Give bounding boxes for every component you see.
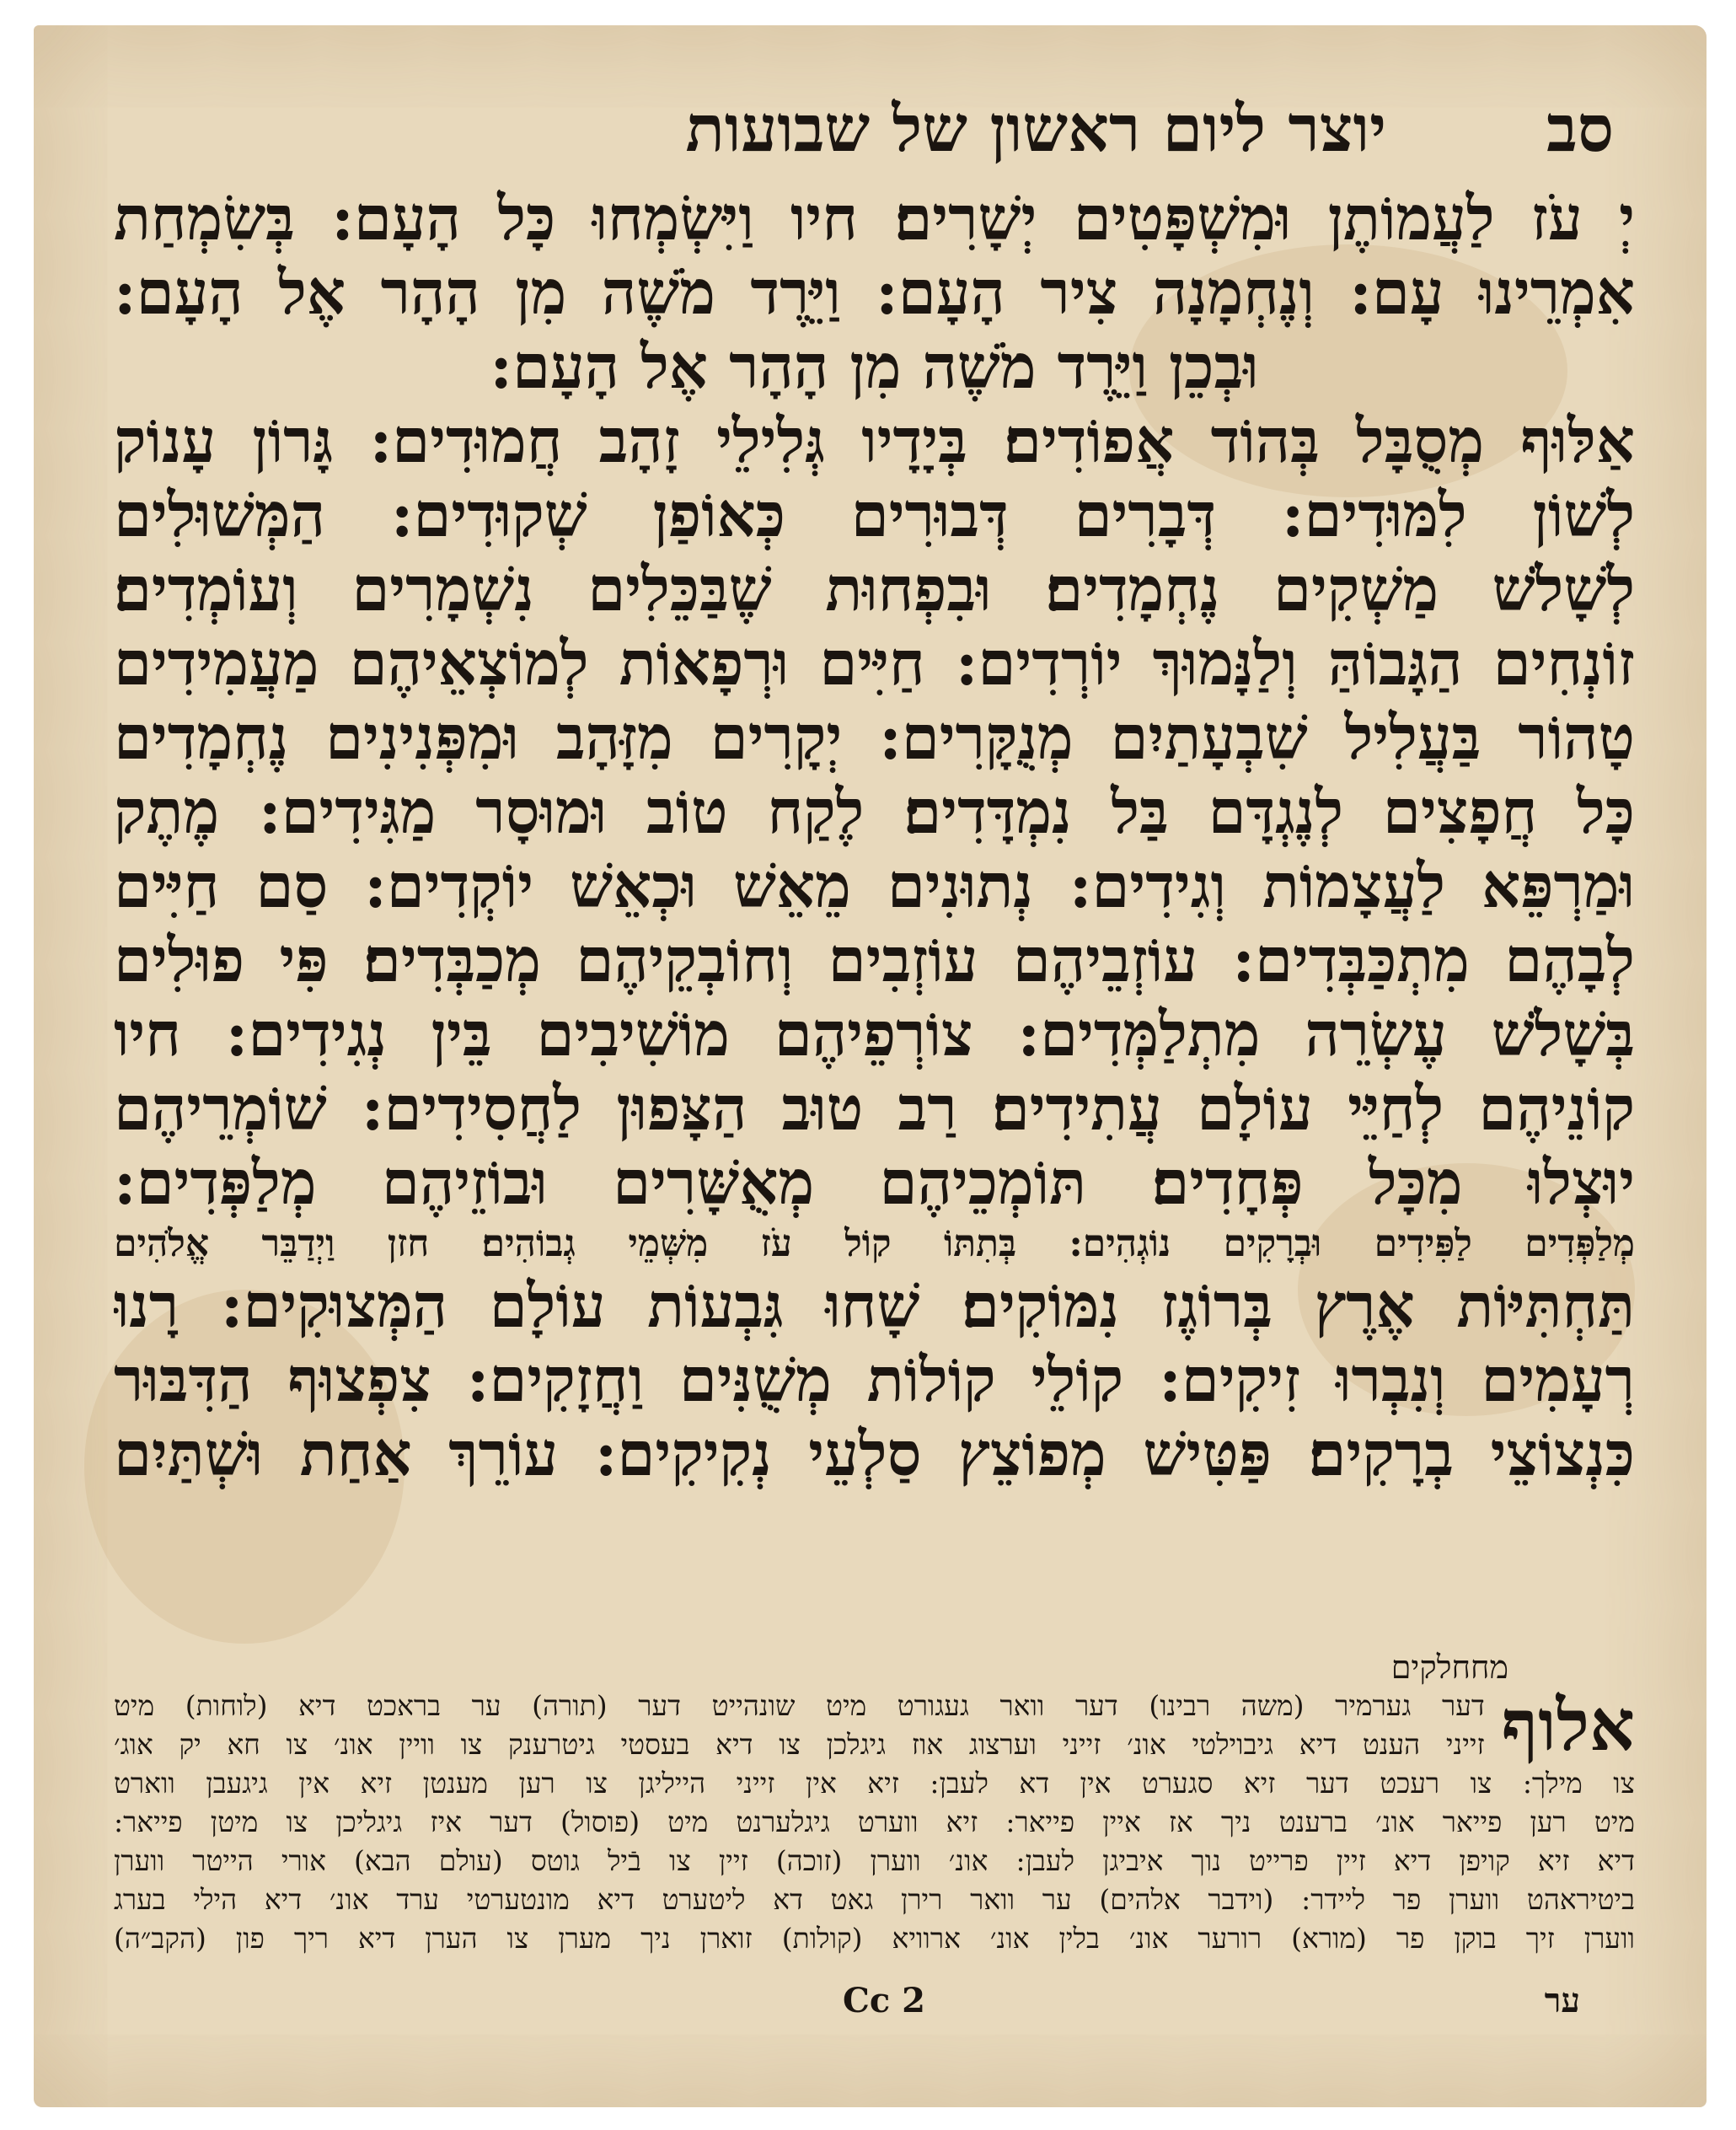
text-line: זוֹנְחִים הַגָּבוֹהַּ וְלַנָּמוּךְ יוֹרְדִים: חַיִּים וּרְפָאוֹת לְמוֹצְאֵיהֶם מַעֲמִידִים	[114, 627, 1635, 699]
text-line: יוּצְלוּ מִכָּל פְּחָדִים׃ תּוֹמְכֵיהֶם מְאֻשָּׁרִים וּבוֹזֵיהֶם מְלַפְּדִים:	[114, 1146, 1635, 1218]
commentary-line: ביטיראהט ווערן פר ליידר: (וידבר אלהים) ער וואר רירן גאט דא ליטערט דיא מונטערטי ערד אונ׳ דיא הילי בערג	[114, 1883, 1635, 1916]
text-line: וּמַרְפֵּא לַעֲצָמוֹת וְגִידִים: נְתוּנִים מֵאֵשׁ וּכְאֵשׁ יוֹקְדִים: סַם חַיִּים	[114, 850, 1635, 921]
text-line: כָּל חֲפָצִים לְנֶגְדָּם בַּל נִמְדָּדִים׃ לֶקַח טוֹב וּמוּסָר מַגִּידִים: מֶתֶק	[114, 775, 1635, 847]
text-line: טָהוֹר בַּעֲלִיל שִׁבְעָתַיִם מְנֻקָּרִים: יְקָרִים מִזָּהָב וּמִפְּנִינִים נֶחְמָדִים	[114, 701, 1635, 773]
commentary-block	[114, 1648, 1635, 1958]
running-title: יוצר ליום ראשון של שבועות	[685, 91, 1386, 166]
text-line: כִּנְצוֹצֵי בְרָקִים׃ פַּטִּישׁ מְפוֹצֵץ סַלְעֵי נְקִיקִים: עוֹרֵךְ אַחַת וּשְׁתַּיִם	[114, 1418, 1635, 1489]
text-line: לְשָׁלֹשׁ מַשְׁקִים נֶחְמָדִים׃ וּבִפְחוּת שֶׁבַּכֵּלִים נִשְׁמָרִים וְעוֹמְדִים׃	[114, 553, 1635, 625]
text-line: אִמְרֵינוּ עָם: וְנֶחְמָנָה צִיר הָעָם: וַיֵּרֶד מֹשֶׁה מִן הָהָר אֶל הָעָם:	[114, 256, 1635, 328]
page-number: סב	[1546, 91, 1614, 166]
signature-mark: Cc 2	[843, 1981, 925, 2020]
commentary-line: ווערן זיך בוקן פר (מורא) רורער אונ׳ בלין אונ׳ ארוויא (קולות) זוארן ניך מערן צו הערן דיא ריך פון (הקב״ה)	[114, 1922, 1635, 1955]
commentary-opening-lines	[114, 1687, 1485, 1764]
text-line: וּבְכֵן וַיֵּרֶד מֹשֶׁה מִן הָהָר אֶל הָעָם:	[490, 330, 1259, 402]
commentary-line: מיט רען פייאר אונ׳ ברענט ניך אז איין פייאר: זיא ווערט גיגלערנט מיט (פוסול) דער איז גיגליכן צו מיטן פייאר:	[114, 1805, 1635, 1838]
commentary-line: צו מילך: צו רעכט דער זיא סגערט אין דא לעבן: זיא אין זייני הייליגן צו רען מענטן זיא אין גיגעבן ווארט	[114, 1767, 1635, 1800]
commentary-heading: מחחלקים	[1390, 1649, 1508, 1686]
commentary-line: דער גערמיר (משה רבינו) דער וואר געגורט מיט שונהייט דער (תורה) ער בראכט דיא (לוחות) מיט	[114, 1689, 1485, 1722]
page-footer	[169, 1981, 1580, 2031]
page-header	[177, 91, 1614, 167]
text-line: בְּשָׁלֹשׁ עֶשְׂרֵה מִתְלַמְּדִים: צוֹרְפֵיהֶם מוֹשִׁיבִים בֵּין נְגִידִים: חיו	[114, 998, 1635, 1070]
commentary-line: זייני הענט דיא גיבוילטי אונ׳ זייני וערצוג אוז גיגלכן צו דיא בעסטי גיטרענק צו וויין אונ׳ צו חא יק אוג׳	[114, 1728, 1485, 1761]
text-line: יְ עֹז לַעֲמוֹתֶן וּמִשְׁפָּטִים יְשָׁרִים׃ חיו וַיִּשְׂמְחוּ כָּל הָעָם: בְּשִׂמְחַת	[114, 182, 1635, 254]
text-line: תַּחְתִּיּוֹת אֶרֶץ בְּרוֹגֶז נִמּוֹקִים׃ שָׁחוּ גִּבְעוֹת עוֹלָם הַמְּצוּקִים: רָנוּ	[114, 1269, 1635, 1341]
text-line: רְעָמִים וְנִבְרוּ זִיקִים: קוֹלֵי קוֹלוֹת מְשֻׁנִּים וַחֲזָקִים: צִפְצוּף הַדִּבּוּר	[114, 1344, 1635, 1415]
text-line: קוֹנֵיהֶם לְחַיֵּי עוֹלָם עֲתִידִים׃ רַב טוּב הַצָּפוּן לַחֲסִידִים: שׁוֹמְרֵיהֶם	[114, 1072, 1635, 1144]
text-line: לְשׁוֹן לִמּוּדִים: דְּבָרִים דְּבוּרִים כְּאוֹפַן שְׁקוּדִים: הַמְּשׁוּלִים	[114, 479, 1635, 550]
commentary-line: דיא זיא קויפן דיא זיין פרייט נוך איביגן לעבן: אונ׳ ווערן (זוכה) זיין צו בֿיל גוטס (עולם הבא) אורי הייטר ווערן	[114, 1844, 1635, 1877]
main-text-block	[114, 181, 1635, 1491]
manuscript-page	[34, 25, 1707, 2107]
text-line: לְבָהֶם מִתְכַּבְּדִים: עוֹזְבֵיהֶם עוֹזְבִים וְחוֹבְקֵיהֶם מְכַבְּדִים׃ פִּי פוּלִים	[114, 924, 1635, 995]
text-line: אַלּוּף מְסֻבָּל בְּהוֹד אֲפוֹדִים׃ בְּיָדָיו גְּלִילֵי זָהָב חֲמוּדִים: גָּרוֹן עָנוֹק	[114, 405, 1635, 476]
small-text-line: מְלַפְּדִים לַפִּידִים וּבְרָקִים נוֹגְהִים: בְּתִתּוֹ קוֹל עֹז מִשְּׁמֵי גְבוֹהִים׃ חזן וַיְדַבֵּר אֱלֹהִים	[114, 1222, 1635, 1265]
commentary-opening	[114, 1683, 1635, 1767]
commentary-initial-word: אלוף	[1501, 1683, 1635, 1767]
catchword: ער	[1544, 1981, 1580, 2020]
